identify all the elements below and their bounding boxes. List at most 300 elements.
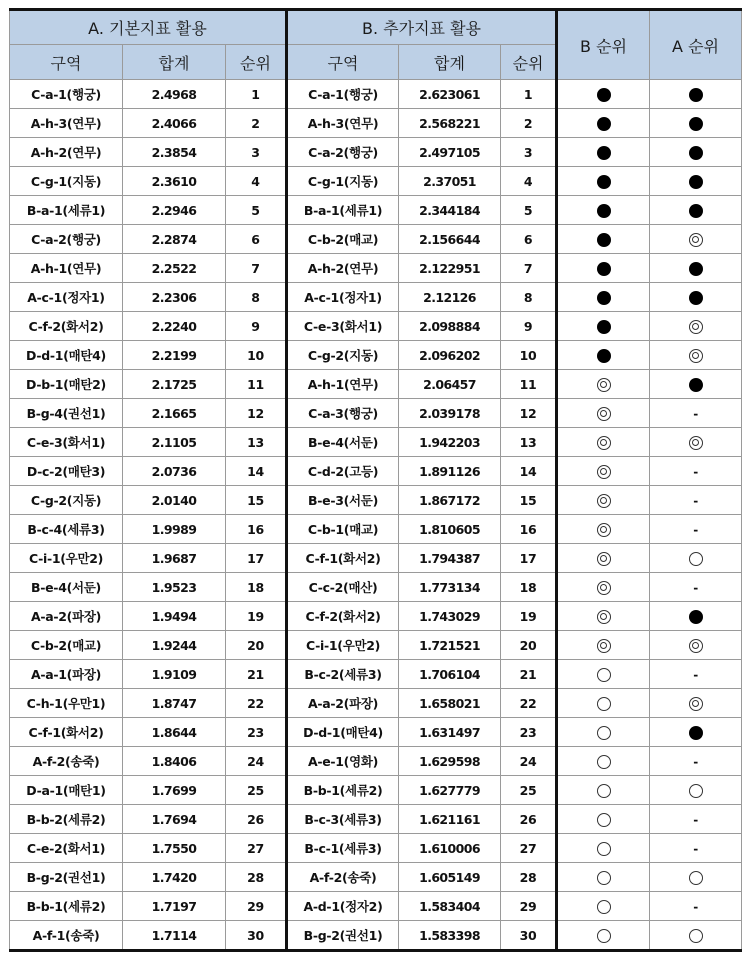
a-sum-cell: 2.2306 [123, 283, 226, 312]
a-sum-cell: 1.7420 [123, 863, 226, 892]
double-circle-icon [689, 349, 703, 363]
filled-circle-icon [597, 146, 611, 160]
b-rank-mark-cell [557, 834, 650, 863]
a-rank-cell: 21 [226, 660, 287, 689]
b-rank-mark-cell [557, 921, 650, 951]
double-circle-icon [689, 436, 703, 450]
double-circle-icon [597, 552, 611, 566]
a-sum-cell: 2.1105 [123, 428, 226, 457]
double-circle-icon [689, 639, 703, 653]
a-rank-cell: 20 [226, 631, 287, 660]
a-rank-cell: 9 [226, 312, 287, 341]
b-rank-mark-cell [557, 283, 650, 312]
b-sum-cell: 1.627779 [399, 776, 501, 805]
b-rank-cell: 12 [501, 399, 557, 428]
b-rank-cell: 28 [501, 863, 557, 892]
a-rank-cell: 18 [226, 573, 287, 602]
a-area-cell: C-a-1(행궁) [10, 80, 123, 109]
a-rank-mark-cell [650, 863, 742, 892]
a-sum-cell: 2.4066 [123, 109, 226, 138]
b-sum-cell: 1.658021 [399, 689, 501, 718]
b-area-cell: B-g-2(권선1) [287, 921, 399, 951]
filled-circle-icon [597, 349, 611, 363]
a-area-cell: D-d-1(매탄4) [10, 341, 123, 370]
a-sum-cell: 1.8406 [123, 747, 226, 776]
b-area-cell: A-a-2(파장) [287, 689, 399, 718]
a-area-cell: A-a-2(파장) [10, 602, 123, 631]
b-area-cell: A-c-1(정자1) [287, 283, 399, 312]
a-rank-mark-cell [650, 718, 742, 747]
a-area-cell: A-f-1(송죽) [10, 921, 123, 951]
table-row [10, 167, 742, 196]
b-rank-mark-cell [557, 225, 650, 254]
a-area-cell: B-a-1(세류1) [10, 196, 123, 225]
b-rank-mark-cell [557, 370, 650, 399]
b-sum-cell: 1.629598 [399, 747, 501, 776]
a-rank-mark-cell [650, 312, 742, 341]
a-area-cell: C-e-2(화서1) [10, 834, 123, 863]
a-rank-mark-cell [650, 776, 742, 805]
a-sum-cell: 2.1725 [123, 370, 226, 399]
group-b-header: B. 추가지표 활용 [287, 10, 557, 45]
b-rank-mark-cell [557, 399, 650, 428]
a-rank-mark-cell [650, 834, 742, 863]
a-rank-cell: 29 [226, 892, 287, 921]
a-rank-mark-header: A 순위 [650, 10, 742, 80]
table-header [10, 10, 742, 80]
b-sum-cell: 2.12126 [399, 283, 501, 312]
a-sum-cell: 2.2240 [123, 312, 226, 341]
b-rank-mark-cell [557, 631, 650, 660]
a-rank-cell: 24 [226, 747, 287, 776]
hollow-circle-icon [597, 755, 611, 769]
a-rank-mark-cell [650, 892, 742, 921]
b-rank-cell: 2 [501, 109, 557, 138]
a-area-cell: A-a-1(파장) [10, 660, 123, 689]
b-rank-mark-cell [557, 660, 650, 689]
b-sum-cell: 2.06457 [399, 370, 501, 399]
b-sum-cell: 1.810605 [399, 515, 501, 544]
b-area-cell: B-a-1(세류1) [287, 196, 399, 225]
b-rank-cell: 6 [501, 225, 557, 254]
a-area-header: 구역 [10, 45, 123, 80]
table-row [10, 370, 742, 399]
b-rank-mark-cell [557, 573, 650, 602]
a-rank-cell: 1 [226, 80, 287, 109]
table-row [10, 776, 742, 805]
hollow-circle-icon [689, 871, 703, 885]
table-row [10, 457, 742, 486]
double-circle-icon [597, 378, 611, 392]
table-row [10, 602, 742, 631]
b-sum-cell: 1.631497 [399, 718, 501, 747]
b-area-header: 구역 [287, 45, 399, 80]
table-row [10, 515, 742, 544]
b-area-cell: A-h-2(연무) [287, 254, 399, 283]
b-rank-cell: 14 [501, 457, 557, 486]
group-a-header: A. 기본지표 활용 [10, 10, 287, 45]
a-sum-cell: 2.4968 [123, 80, 226, 109]
b-area-cell: B-c-3(세류3) [287, 805, 399, 834]
b-rank-cell: 13 [501, 428, 557, 457]
b-rank-cell: 17 [501, 544, 557, 573]
a-area-cell: D-a-1(매탄1) [10, 776, 123, 805]
dash-icon: - [693, 899, 698, 914]
a-sum-cell: 2.3610 [123, 167, 226, 196]
filled-circle-icon [689, 291, 703, 305]
b-area-cell: A-h-3(연무) [287, 109, 399, 138]
table-row [10, 196, 742, 225]
dash-icon: - [693, 667, 698, 682]
a-area-cell: B-c-4(세류3) [10, 515, 123, 544]
b-rank-mark-cell [557, 863, 650, 892]
b-sum-cell: 2.497105 [399, 138, 501, 167]
filled-circle-icon [689, 146, 703, 160]
hollow-circle-icon [597, 871, 611, 885]
b-rank-cell: 16 [501, 515, 557, 544]
a-sum-cell: 2.2874 [123, 225, 226, 254]
filled-circle-icon [689, 726, 703, 740]
a-rank-cell: 30 [226, 921, 287, 951]
b-rank-cell: 29 [501, 892, 557, 921]
b-area-cell: B-c-2(세류3) [287, 660, 399, 689]
a-area-cell: D-c-2(매탄3) [10, 457, 123, 486]
double-circle-icon [597, 436, 611, 450]
filled-circle-icon [597, 262, 611, 276]
table-row [10, 892, 742, 921]
b-rank-cell: 5 [501, 196, 557, 225]
hollow-circle-icon [689, 552, 703, 566]
b-sum-cell: 2.039178 [399, 399, 501, 428]
hollow-circle-icon [597, 726, 611, 740]
b-rank-mark-cell [557, 515, 650, 544]
a-rank-mark-cell [650, 283, 742, 312]
a-sum-cell: 2.0736 [123, 457, 226, 486]
table-row [10, 631, 742, 660]
double-circle-icon [597, 407, 611, 421]
a-rank-mark-cell [650, 631, 742, 660]
hollow-circle-icon [597, 668, 611, 682]
table-row [10, 80, 742, 109]
double-circle-icon [689, 320, 703, 334]
a-rank-mark-cell [650, 486, 742, 515]
b-rank-cell: 15 [501, 486, 557, 515]
a-area-cell: D-b-1(매탄2) [10, 370, 123, 399]
b-rank-cell: 18 [501, 573, 557, 602]
b-sum-cell: 1.605149 [399, 863, 501, 892]
double-circle-icon [689, 233, 703, 247]
table-row [10, 428, 742, 457]
double-circle-icon [597, 639, 611, 653]
hollow-circle-icon [689, 784, 703, 798]
a-rank-mark-cell [650, 573, 742, 602]
table-row [10, 225, 742, 254]
filled-circle-icon [689, 88, 703, 102]
table-row [10, 138, 742, 167]
filled-circle-icon [689, 175, 703, 189]
a-sum-cell: 2.2522 [123, 254, 226, 283]
filled-circle-icon [689, 117, 703, 131]
b-area-cell: C-g-1(지동) [287, 167, 399, 196]
b-rank-mark-cell [557, 428, 650, 457]
a-sum-cell: 1.9494 [123, 602, 226, 631]
a-area-cell: C-i-1(우만2) [10, 544, 123, 573]
b-sum-cell: 1.891126 [399, 457, 501, 486]
filled-circle-icon [597, 204, 611, 218]
a-area-cell: B-g-2(권선1) [10, 863, 123, 892]
a-sum-cell: 1.7694 [123, 805, 226, 834]
a-sum-cell: 1.7550 [123, 834, 226, 863]
a-rank-cell: 13 [226, 428, 287, 457]
a-sum-cell: 1.9244 [123, 631, 226, 660]
b-sum-cell: 1.942203 [399, 428, 501, 457]
a-rank-mark-cell [650, 544, 742, 573]
a-rank-mark-cell [650, 428, 742, 457]
a-sum-cell: 1.7114 [123, 921, 226, 951]
b-sum-cell: 2.623061 [399, 80, 501, 109]
a-sum-cell: 1.7699 [123, 776, 226, 805]
a-rank-mark-cell [650, 138, 742, 167]
b-sum-cell: 1.867172 [399, 486, 501, 515]
b-rank-header: 순위 [501, 45, 557, 80]
b-area-cell: A-d-1(정자2) [287, 892, 399, 921]
a-sum-cell: 2.2199 [123, 341, 226, 370]
b-sum-cell: 2.156644 [399, 225, 501, 254]
a-rank-mark-cell [650, 167, 742, 196]
table-row [10, 921, 742, 951]
a-rank-mark-cell [650, 109, 742, 138]
a-rank-mark-cell [650, 689, 742, 718]
a-rank-cell: 16 [226, 515, 287, 544]
a-area-cell: A-h-1(연무) [10, 254, 123, 283]
b-rank-mark-cell [557, 341, 650, 370]
a-rank-cell: 28 [226, 863, 287, 892]
filled-circle-icon [597, 117, 611, 131]
b-area-cell: C-f-1(화서2) [287, 544, 399, 573]
a-rank-cell: 19 [226, 602, 287, 631]
a-area-cell: C-f-2(화서2) [10, 312, 123, 341]
a-rank-mark-cell [650, 921, 742, 951]
b-sum-cell: 1.743029 [399, 602, 501, 631]
b-rank-cell: 1 [501, 80, 557, 109]
a-rank-cell: 23 [226, 718, 287, 747]
b-area-cell: B-e-4(서둔) [287, 428, 399, 457]
filled-circle-icon [689, 610, 703, 624]
a-sum-cell: 2.2946 [123, 196, 226, 225]
b-rank-cell: 11 [501, 370, 557, 399]
a-area-cell: A-c-1(정자1) [10, 283, 123, 312]
b-sum-cell: 2.122951 [399, 254, 501, 283]
a-sum-cell: 1.7197 [123, 892, 226, 921]
b-rank-cell: 26 [501, 805, 557, 834]
a-sum-cell: 1.8644 [123, 718, 226, 747]
a-rank-cell: 3 [226, 138, 287, 167]
a-rank-cell: 26 [226, 805, 287, 834]
b-rank-cell: 21 [501, 660, 557, 689]
hollow-circle-icon [689, 929, 703, 943]
b-rank-mark-cell [557, 167, 650, 196]
filled-circle-icon [689, 204, 703, 218]
a-rank-cell: 7 [226, 254, 287, 283]
dash-icon: - [693, 493, 698, 508]
a-rank-cell: 15 [226, 486, 287, 515]
b-rank-cell: 23 [501, 718, 557, 747]
b-rank-cell: 8 [501, 283, 557, 312]
table-row [10, 660, 742, 689]
dash-icon: - [693, 522, 698, 537]
a-area-cell: C-h-1(우만1) [10, 689, 123, 718]
a-sum-cell: 1.9523 [123, 573, 226, 602]
double-circle-icon [689, 697, 703, 711]
b-rank-cell: 3 [501, 138, 557, 167]
table-row [10, 747, 742, 776]
b-area-cell: A-f-2(송죽) [287, 863, 399, 892]
a-rank-mark-cell [650, 747, 742, 776]
a-rank-cell: 12 [226, 399, 287, 428]
a-rank-cell: 11 [226, 370, 287, 399]
filled-circle-icon [597, 88, 611, 102]
dash-icon: - [693, 580, 698, 595]
a-area-cell: C-a-2(행궁) [10, 225, 123, 254]
b-area-cell: B-b-1(세류2) [287, 776, 399, 805]
double-circle-icon [597, 610, 611, 624]
a-area-cell: A-h-2(연무) [10, 138, 123, 167]
dash-icon: - [693, 812, 698, 827]
b-area-cell: C-d-2(고등) [287, 457, 399, 486]
table-row [10, 689, 742, 718]
b-area-cell: A-h-1(연무) [287, 370, 399, 399]
b-rank-mark-cell [557, 312, 650, 341]
b-rank-cell: 9 [501, 312, 557, 341]
b-area-cell: C-g-2(지동) [287, 341, 399, 370]
b-area-cell: A-e-1(영화) [287, 747, 399, 776]
dash-icon: - [693, 464, 698, 479]
table-row [10, 341, 742, 370]
a-area-cell: B-b-1(세류2) [10, 892, 123, 921]
b-rank-cell: 20 [501, 631, 557, 660]
a-rank-cell: 2 [226, 109, 287, 138]
filled-circle-icon [597, 233, 611, 247]
b-rank-cell: 27 [501, 834, 557, 863]
b-area-cell: C-b-1(매교) [287, 515, 399, 544]
a-rank-cell: 6 [226, 225, 287, 254]
table-body [10, 80, 742, 951]
table-row [10, 573, 742, 602]
dash-icon: - [693, 841, 698, 856]
table-row [10, 544, 742, 573]
table-row [10, 718, 742, 747]
a-rank-mark-cell [650, 370, 742, 399]
a-area-cell: B-g-4(권선1) [10, 399, 123, 428]
b-sum-cell: 1.794387 [399, 544, 501, 573]
b-rank-cell: 30 [501, 921, 557, 951]
b-area-cell: C-b-2(매교) [287, 225, 399, 254]
a-rank-mark-cell [650, 196, 742, 225]
b-rank-cell: 4 [501, 167, 557, 196]
filled-circle-icon [597, 320, 611, 334]
hollow-circle-icon [597, 900, 611, 914]
a-rank-cell: 14 [226, 457, 287, 486]
b-sum-header: 합계 [399, 45, 501, 80]
a-area-cell: C-b-2(매교) [10, 631, 123, 660]
a-area-cell: A-h-3(연무) [10, 109, 123, 138]
b-area-cell: C-f-2(화서2) [287, 602, 399, 631]
table-row [10, 283, 742, 312]
a-sum-cell: 1.9989 [123, 515, 226, 544]
a-sum-cell: 1.8747 [123, 689, 226, 718]
b-rank-cell: 22 [501, 689, 557, 718]
a-rank-cell: 5 [226, 196, 287, 225]
b-rank-cell: 24 [501, 747, 557, 776]
b-sum-cell: 2.344184 [399, 196, 501, 225]
a-rank-cell: 22 [226, 689, 287, 718]
a-sum-cell: 2.0140 [123, 486, 226, 515]
b-rank-cell: 25 [501, 776, 557, 805]
b-sum-cell: 2.096202 [399, 341, 501, 370]
b-rank-mark-cell [557, 689, 650, 718]
b-area-cell: C-i-1(우만2) [287, 631, 399, 660]
a-rank-cell: 4 [226, 167, 287, 196]
b-rank-mark-cell [557, 196, 650, 225]
a-rank-cell: 27 [226, 834, 287, 863]
a-rank-cell: 17 [226, 544, 287, 573]
table-row [10, 109, 742, 138]
b-area-cell: C-c-2(매산) [287, 573, 399, 602]
double-circle-icon [597, 494, 611, 508]
b-rank-mark-cell [557, 544, 650, 573]
a-area-cell: C-f-1(화서2) [10, 718, 123, 747]
b-area-cell: C-e-3(화서1) [287, 312, 399, 341]
table-row [10, 805, 742, 834]
a-rank-mark-cell [650, 80, 742, 109]
b-rank-mark-cell [557, 254, 650, 283]
b-area-cell: C-a-1(행궁) [287, 80, 399, 109]
a-rank-mark-cell [650, 457, 742, 486]
a-rank-cell: 8 [226, 283, 287, 312]
a-area-cell: B-e-4(서둔) [10, 573, 123, 602]
b-sum-cell: 2.568221 [399, 109, 501, 138]
double-circle-icon [597, 465, 611, 479]
a-sum-cell: 1.9109 [123, 660, 226, 689]
b-rank-mark-cell [557, 718, 650, 747]
b-sum-cell: 1.721521 [399, 631, 501, 660]
hollow-circle-icon [597, 842, 611, 856]
b-rank-mark-cell [557, 457, 650, 486]
b-rank-mark-cell [557, 138, 650, 167]
b-rank-cell: 19 [501, 602, 557, 631]
b-sum-cell: 1.610006 [399, 834, 501, 863]
b-rank-mark-cell [557, 892, 650, 921]
table-row [10, 254, 742, 283]
b-rank-mark-cell [557, 109, 650, 138]
a-rank-mark-cell [650, 805, 742, 834]
b-rank-mark-cell [557, 805, 650, 834]
filled-circle-icon [689, 378, 703, 392]
a-area-cell: C-e-3(화서1) [10, 428, 123, 457]
b-area-cell: D-d-1(매탄4) [287, 718, 399, 747]
filled-circle-icon [597, 291, 611, 305]
a-area-cell: A-f-2(송죽) [10, 747, 123, 776]
a-rank-mark-cell [650, 660, 742, 689]
a-rank-header: 순위 [226, 45, 287, 80]
b-rank-mark-cell [557, 747, 650, 776]
b-rank-cell: 10 [501, 341, 557, 370]
b-rank-mark-cell [557, 602, 650, 631]
hollow-circle-icon [597, 929, 611, 943]
b-area-cell: C-a-3(행궁) [287, 399, 399, 428]
a-area-cell: C-g-2(지동) [10, 486, 123, 515]
b-sum-cell: 2.098884 [399, 312, 501, 341]
